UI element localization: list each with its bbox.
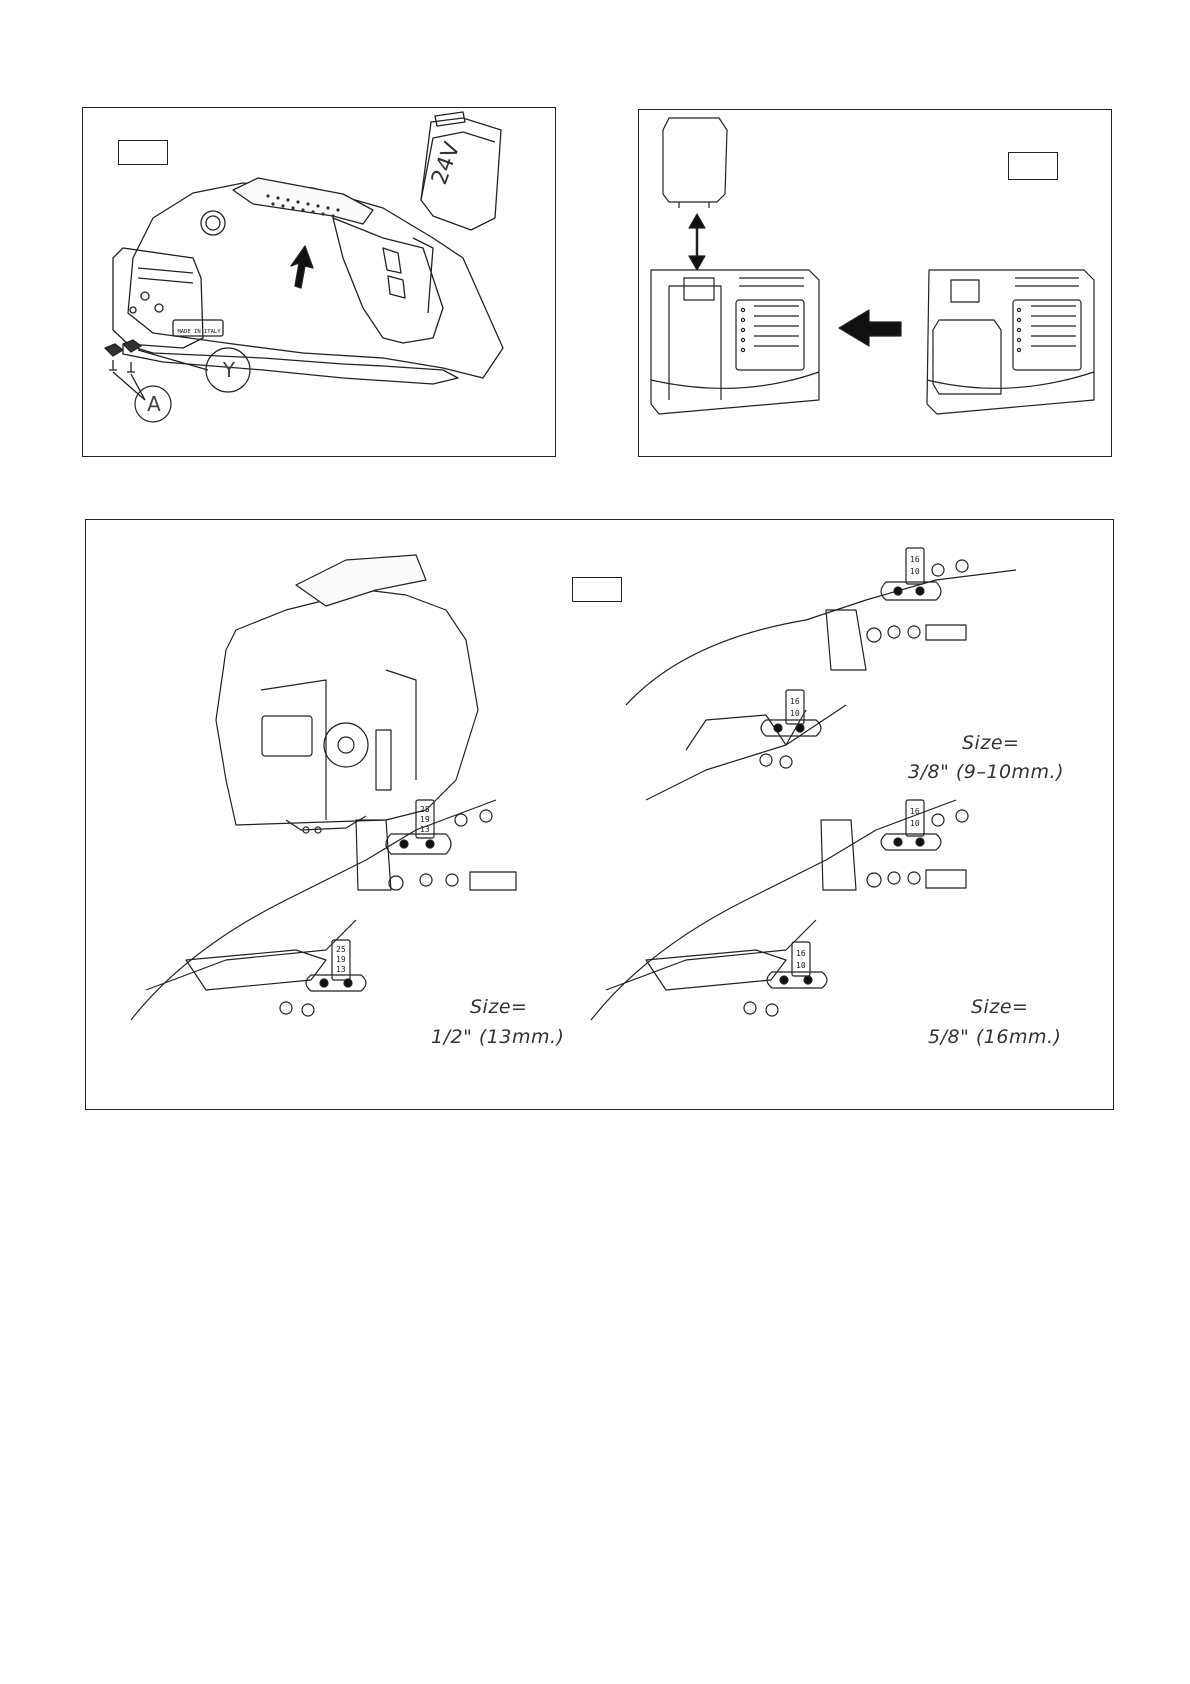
svg-text:24V: 24V	[427, 139, 466, 189]
plate-number: 16	[910, 555, 920, 564]
plate-number: 10	[790, 709, 800, 718]
panel-strap-sizes	[85, 519, 1114, 1110]
callout-a: A	[147, 392, 161, 416]
callout-y: Y	[222, 358, 236, 382]
size-value-5-8: 5/8" (16mm.)	[928, 1026, 1062, 1048]
plate-number: 10	[910, 567, 920, 576]
plate-number: 19	[336, 955, 346, 964]
size-value-1-2: 1/2" (13mm.)	[431, 1026, 565, 1048]
plate-number: 16	[910, 807, 920, 816]
plate-number: 25	[420, 805, 430, 814]
plate-number: 16	[790, 697, 800, 706]
strap-size-illustration	[86, 520, 1113, 1109]
plate-number: 16	[796, 949, 806, 958]
made-in-italy-stamp: MADE IN ITALY	[177, 329, 221, 335]
size-label-1-2: Size=	[470, 996, 528, 1018]
charger-illustration	[639, 110, 1111, 456]
plate-number: 25	[336, 945, 346, 954]
plate-number: 10	[796, 961, 806, 970]
size-label-5-8: Size=	[971, 996, 1029, 1018]
panel-charger	[638, 109, 1112, 457]
panel-battery-install	[82, 107, 556, 457]
size-label-3-8: Size=	[962, 732, 1020, 754]
plate-number: 13	[420, 825, 430, 834]
plate-number: 10	[910, 819, 920, 828]
plate-number: 19	[420, 815, 430, 824]
size-value-3-8: 3/8" (9–10mm.)	[908, 761, 1065, 783]
plate-number: 13	[336, 965, 346, 974]
